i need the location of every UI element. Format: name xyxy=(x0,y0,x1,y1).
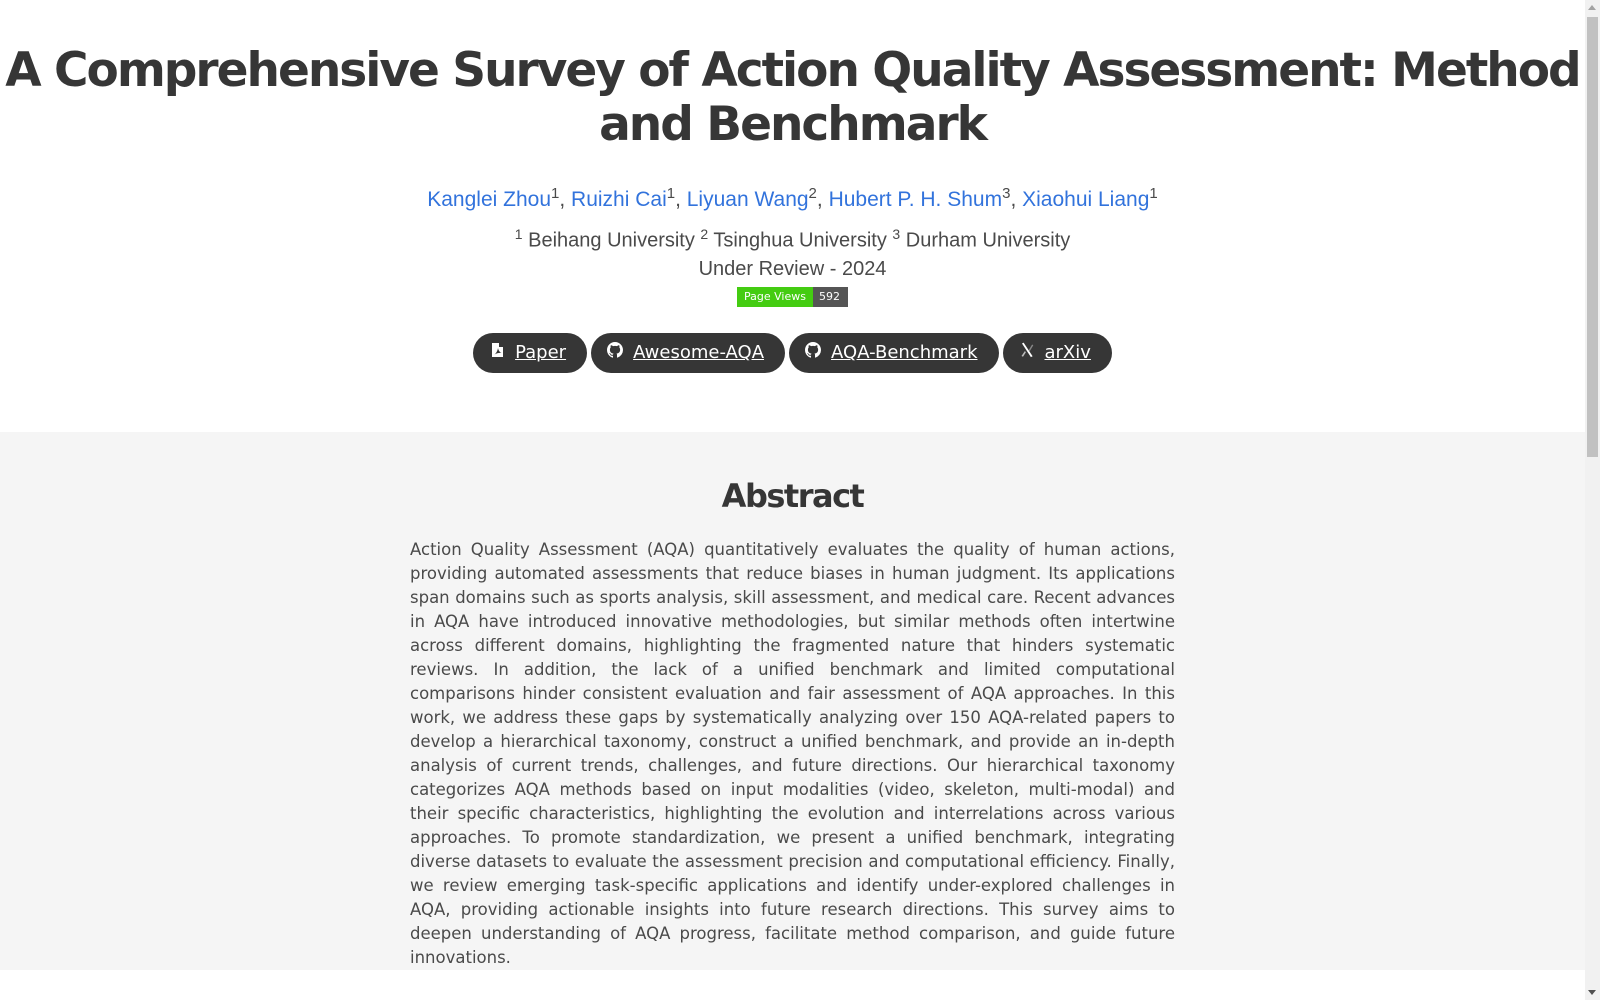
affiliation-list xyxy=(0,220,1585,255)
author-link-hubert-shum[interactable]: Hubert P. H. Shum xyxy=(828,188,1003,211)
github-icon xyxy=(607,342,623,363)
abstract-text: Action Quality Assessment (AQA) quantitatively evaluates the quality of human actions, providing automated assessments that reduce biases in human judgment. Its applications span domains such as sports analysis, skill assessment, and medical care. Recent advances in AQA have introduced innovative methodologies, but similar methods often intertwine across different domains, highlighting the fragmented nature that hinders systematic reviews. In addition, the lack of a unified benchmark and limited computational comparisons hinder consistent evaluation and fair assessment of AQA approaches. In this work, we address these gaps by systematically analyzing over 150 AQA-related papers to develop a hierarchical taxonomy, construct a unified benchmark, and provide an in-depth analysis of current trends, challenges, and future directions. Our hierarchical taxonomy categorizes AQA methods based on input modalities (video, skeleton, multi-modal) and their specific characteristics, highlighting the evolution and interrelations across various approaches. To promote standardization, we present a unified benchmark, integrating diverse datasets to evaluate the assessment precision and computational efficiency. Finally, we review emerging task-specific applications and identify under-explored challenges in AQA, providing actionable insights into future research directions. This survey aims to deepen understanding of AQA progress, facilitate method comparison, and guide future innovations. xyxy=(410,540,1175,967)
badge-count: 592 xyxy=(813,287,848,307)
paper-button[interactable] xyxy=(473,333,587,373)
arxiv-button-label: arXiv xyxy=(1044,342,1091,364)
next-section xyxy=(0,970,1585,1000)
page-title xyxy=(0,0,1585,152)
title-text: A Comprehensive Survey of Action Quality Assessment: Method and Benchmark xyxy=(5,43,1580,152)
arxiv-icon xyxy=(1019,342,1035,363)
vertical-scrollbar[interactable] xyxy=(1585,0,1600,1000)
file-pdf-icon xyxy=(489,342,505,363)
github-icon xyxy=(805,342,821,363)
author-affiliation-mark: 2 xyxy=(808,185,817,202)
paper-button-label: Paper xyxy=(515,342,567,364)
abstract-heading: Abstract xyxy=(721,477,864,515)
author-list: Kanglei Zhou$^1$, Ruizhi Cai$^1$, Liyuan Wang$^2$, Hubert P. H. Shum$^3$, Xiaohui Liang$^1$ xyxy=(427,185,1158,211)
badge-label: Page Views xyxy=(737,287,813,307)
scroll-up-arrow-icon[interactable] xyxy=(1585,0,1600,15)
link-buttons xyxy=(0,333,1585,373)
affiliation-number: 1 xyxy=(514,226,523,242)
affiliation-name: Beihang University xyxy=(528,229,695,252)
hero-section xyxy=(0,0,1585,432)
scroll-down-arrow-icon[interactable] xyxy=(1585,985,1600,1000)
scrollbar-thumb[interactable] xyxy=(1587,17,1598,457)
author-affiliation-mark: 1 xyxy=(1149,185,1158,202)
author-link-ruizhi-cai[interactable]: Ruizhi Cai xyxy=(571,188,667,211)
arxiv-button[interactable] xyxy=(1003,333,1112,373)
awesome-aqa-button[interactable] xyxy=(591,333,785,373)
aqa-benchmark-button-label: AQA-Benchmark xyxy=(831,342,978,364)
page-views-badge xyxy=(737,287,848,307)
author-link-kanglei-zhou[interactable]: Kanglei Zhou xyxy=(427,188,552,211)
awesome-aqa-button-label: Awesome-AQA xyxy=(633,342,765,364)
author-affiliation-mark: 1 xyxy=(551,185,560,202)
author-affiliation-mark: 3 xyxy=(1002,185,1011,202)
affiliation-number: 2 xyxy=(700,226,709,242)
author-link-liyuan-wang[interactable]: Liyuan Wang xyxy=(686,188,809,211)
aqa-benchmark-button[interactable] xyxy=(789,333,998,373)
abstract-section xyxy=(0,432,1585,970)
affiliation-name: Tsinghua University xyxy=(713,229,887,252)
author-affiliation-mark: 1 xyxy=(666,185,676,202)
venue: Under Review - 2024 xyxy=(698,257,887,280)
affiliation-number: 3 xyxy=(892,226,901,242)
affiliation-name: Durham University xyxy=(905,229,1071,252)
author-link-xiaohui-liang[interactable]: Xiaohui Liang xyxy=(1022,188,1150,211)
